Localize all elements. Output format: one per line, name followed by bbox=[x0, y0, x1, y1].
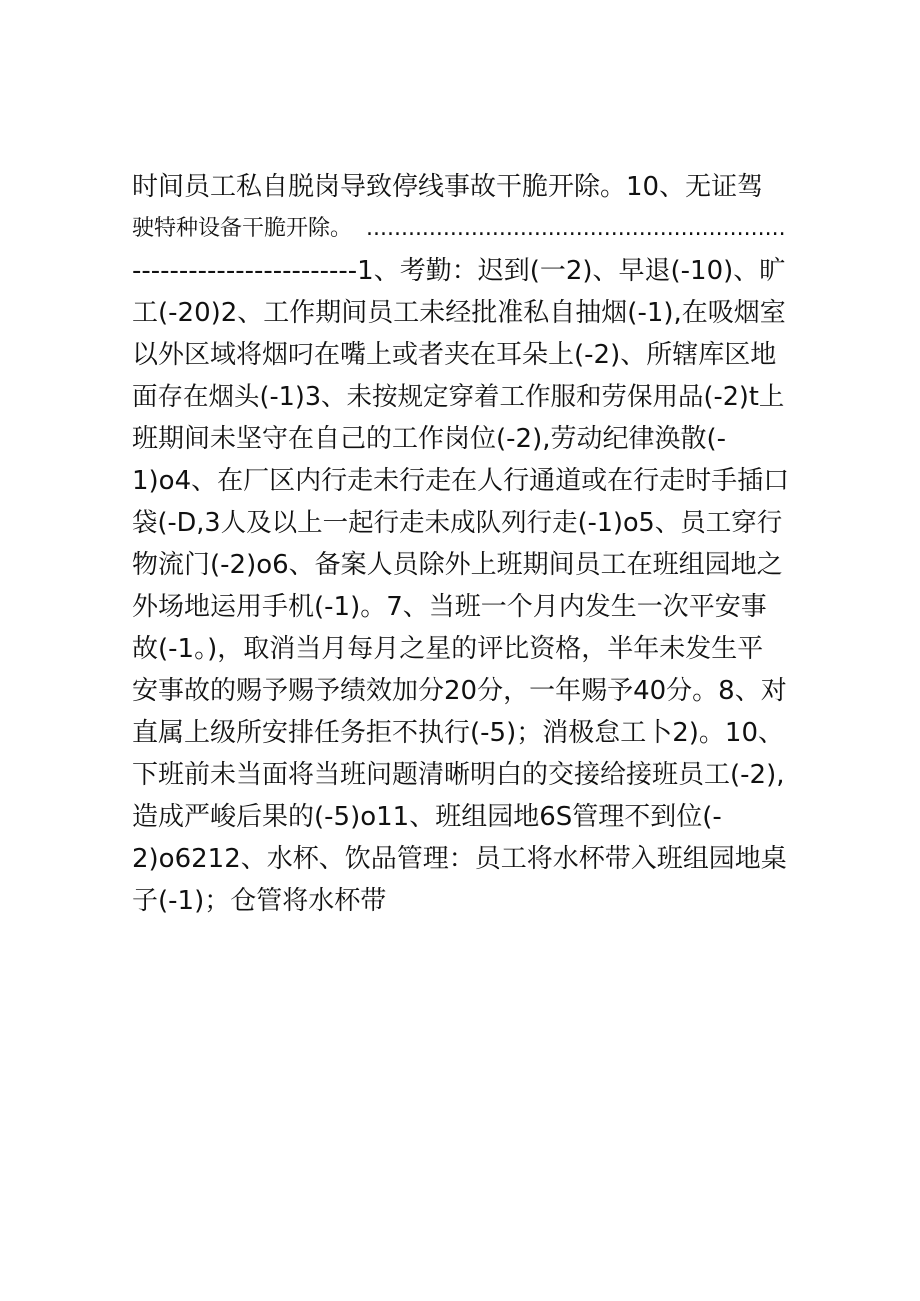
text-line-15: 下班前未当面将当班问题清晰明白的交接给接班员工(-2), bbox=[132, 760, 785, 790]
text-line-2: 驶特种设备干脆开除。 ............................................................ bbox=[132, 216, 786, 241]
text-line-16: 造成严峻后果的(-5)o11、班组园地6S管理不到位(- bbox=[132, 802, 722, 832]
text-line-14: 直属上级所安排任务拒不执行(-5)；消极怠工卜2)。10、 bbox=[132, 718, 784, 748]
text-line-6: 面存在烟头(-1)3、未按规定穿着工作服和劳保用品(-2)t上 bbox=[132, 382, 785, 412]
text-line-13: 安事故的赐予赐予绩效加分20分，一年赐予40分。8、对 bbox=[132, 676, 787, 706]
text-line-3: ------------------------1、考勤：迟到(一2)、早退(-10)、旷 bbox=[132, 256, 786, 286]
text-line-12: 故(-1。)，取消当月每月之星的评比资格，半年未发生平 bbox=[132, 634, 764, 664]
text-line-9: 袋(-D,3人及以上一起行走未成队列行走(-1)o5、员工穿行 bbox=[132, 508, 783, 538]
text-line-8: 1)o4、在厂区内行走未行走在人行通道或在行走时手插口 bbox=[132, 466, 790, 496]
text-line-17: 2)o6212、水杯、饮品管理：员工将水杯带入班组园地桌 bbox=[132, 844, 787, 874]
text-line-11: 外场地运用手机(-1)。7、当班一个月内发生一次平安事 bbox=[132, 592, 767, 622]
text-line-5: 以外区域将烟叼在嘴上或者夹在耳朵上(-2)、所辖库区地 bbox=[132, 340, 777, 370]
text-line-10: 物流门(-2)o6、备案人员除外上班期间员工在班组园地之 bbox=[132, 550, 783, 580]
text-line-7: 班期间未坚守在自己的工作岗位(-2),劳动纪律涣散(- bbox=[132, 424, 727, 454]
text-line-4: 工(-20)2、工作期间员工未经批准私自抽烟(-1),在吸烟室 bbox=[132, 298, 786, 328]
body-text bbox=[132, 166, 792, 922]
text-line-1: 时间员工私自脱岗导致停线事故干脆开除。10、无证驾 bbox=[132, 172, 764, 202]
text-line-18: 子(-1)；仓管将水杯带 bbox=[132, 886, 387, 916]
